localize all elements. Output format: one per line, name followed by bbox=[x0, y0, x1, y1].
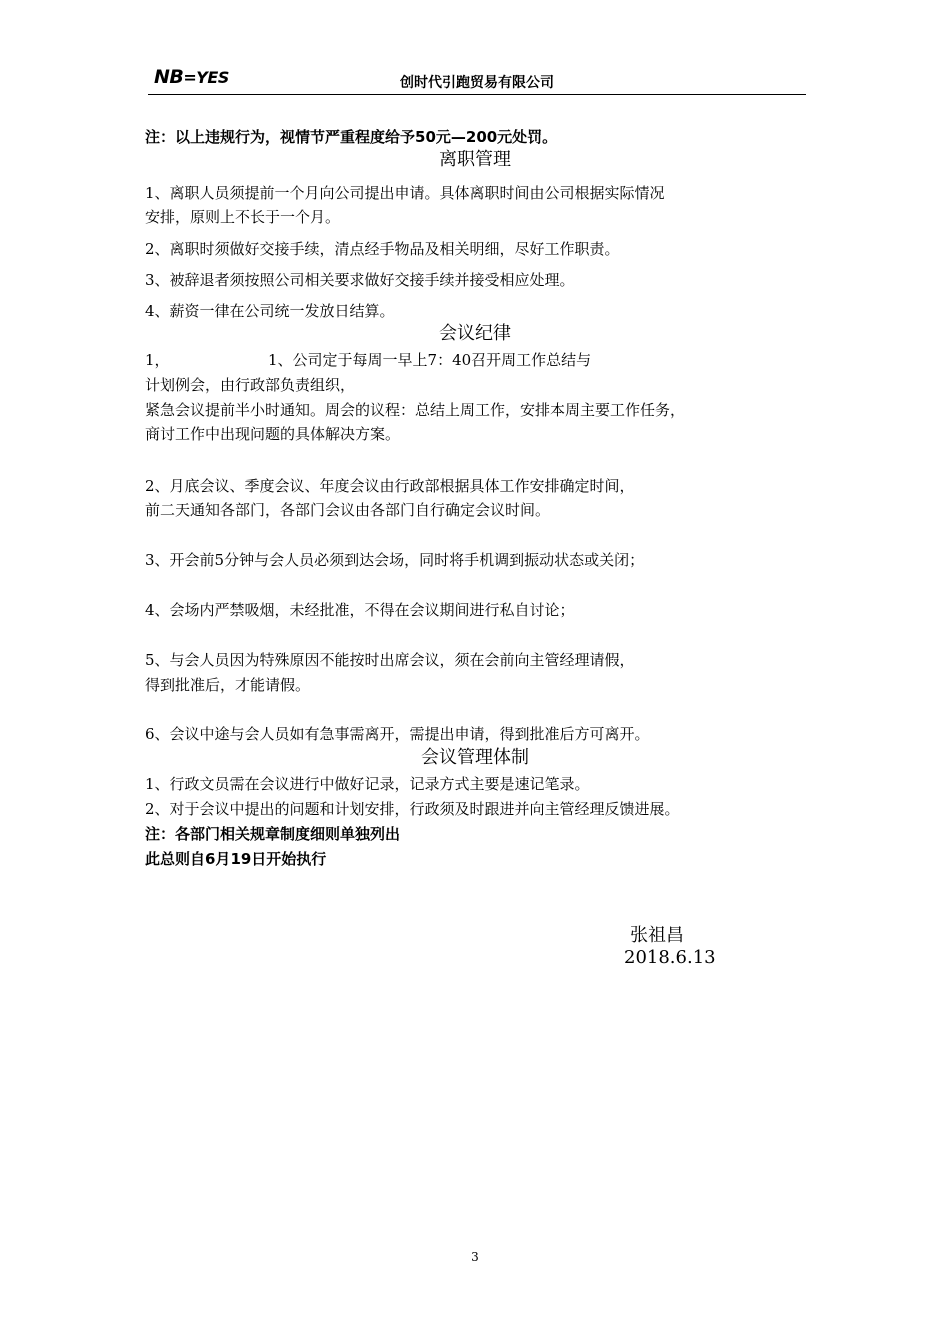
resignation-item-1-line-2: 安排，原则上不长于一个月。 bbox=[145, 208, 341, 226]
meeting-item-2-line-1: 2、月底会议、季度会议、年度会议由行政部根据具体工作安排确定时间， bbox=[145, 477, 635, 495]
meeting-system-item-2: 2、对于会议中提出的问题和计划安排，行政须及时跟进并向主管经理反馈进展。 bbox=[145, 800, 680, 818]
page-number: 3 bbox=[471, 1250, 479, 1264]
meeting-system-item-1: 1、行政文员需在会议进行中做好记录，记录方式主要是速记笔录。 bbox=[145, 775, 590, 793]
signature-date: 2018.6.13 bbox=[624, 947, 716, 968]
penalty-note: 注：以上违规行为，视情节严重程度给予50元—200元处罚。 bbox=[145, 128, 558, 146]
meeting-item-1-line-2: 计划例会，由行政部负责组织， bbox=[145, 376, 356, 394]
meeting-item-1-line-1: 1、公司定于每周一早上7：40召开周工作总结与 bbox=[268, 351, 592, 369]
logo-nb: NB bbox=[154, 66, 184, 88]
meeting-item-3: 3、开会前5分钟与会人员必须到达会场，同时将手机调到振动状态或关闭； bbox=[145, 551, 645, 569]
meeting-item-2-line-2: 前二天通知各部门，各部门会议由各部门自行确定会议时间。 bbox=[145, 501, 551, 519]
meeting-item-1-line-4: 商讨工作中出现问题的具体解决方案。 bbox=[145, 425, 401, 443]
meeting-item-5-line-1: 5、与会人员因为特殊原因不能按时出席会议，须在会前向主管经理请假， bbox=[145, 651, 635, 669]
meeting-item-4: 4、会场内严禁吸烟，未经批准，不得在会议期间进行私自讨论； bbox=[145, 601, 575, 619]
signature-name: 张祖昌 bbox=[630, 925, 684, 946]
meeting-system-heading: 会议管理体制 bbox=[421, 747, 529, 768]
resignation-item-4: 4、薪资一律在公司统一发放日结算。 bbox=[145, 302, 395, 320]
company-name: 创时代引跑贸易有限公司 bbox=[400, 75, 554, 91]
meeting-item-1-line-3: 紧急会议提前半小时通知。周会的议程：总结上周工作，安排本周主要工作任务， bbox=[145, 401, 686, 419]
resignation-item-2: 2、离职时须做好交接手续，清点经手物品及相关明细，尽好工作职责。 bbox=[145, 240, 620, 258]
effective-date-note: 此总则自6月19日开始执行 bbox=[145, 850, 327, 868]
page-header bbox=[148, 64, 806, 95]
resignation-item-1-line-1: 1、离职人员须提前一个月向公司提出申请。具体离职时间由公司根据实际情况 bbox=[145, 184, 665, 202]
meeting-item-1-prefix: 1， bbox=[145, 351, 170, 369]
resignation-item-3: 3、被辞退者须按照公司相关要求做好交接手续并接受相应处理。 bbox=[145, 271, 575, 289]
meeting-item-6: 6、会议中途与会人员如有急事需离开，需提出申请，得到批准后方可离开。 bbox=[145, 725, 650, 743]
resignation-heading: 离职管理 bbox=[439, 149, 511, 170]
departments-note: 注：各部门相关规章制度细则单独列出 bbox=[145, 825, 401, 843]
logo-yes: =YES bbox=[183, 68, 229, 87]
meeting-item-5-line-2: 得到批准后，才能请假。 bbox=[145, 676, 311, 694]
meeting-discipline-heading: 会议纪律 bbox=[439, 323, 511, 344]
